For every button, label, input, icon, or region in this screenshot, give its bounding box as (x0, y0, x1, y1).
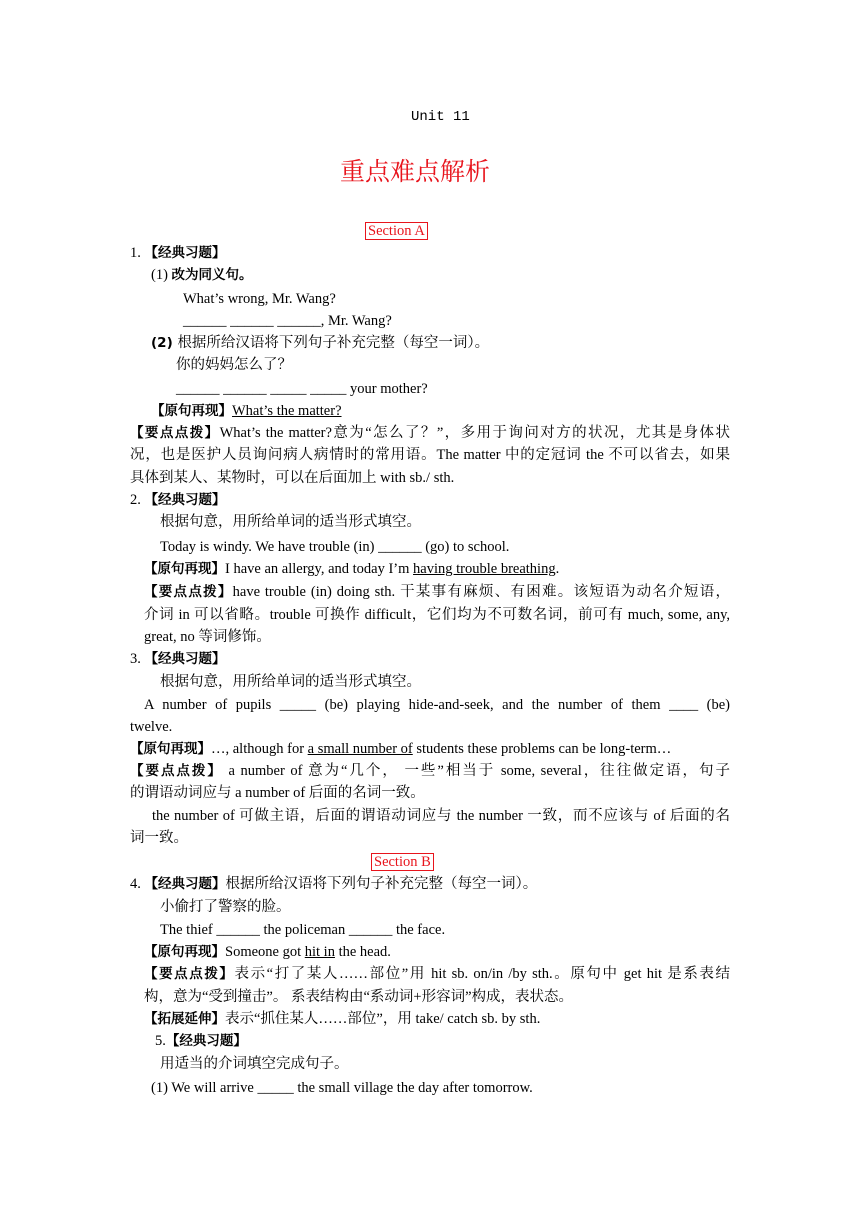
q2-heading (130, 489, 226, 511)
q2-classic-tag: 【经典习题】 (144, 492, 226, 508)
q3-heading (130, 648, 226, 670)
q3-original-pre: …, although for (211, 741, 308, 757)
q1-key-line-1 (130, 422, 730, 444)
q2-original-pre: I have an allergy, and today I’m (225, 561, 414, 577)
q4-key-tag: 【要点点拨】 (144, 966, 235, 982)
q1-sub2-title: 根据所给汉语将下列句子补充完整（每空一词）。 (177, 335, 490, 351)
q4-chinese: 小偷打了警察的脸。 (160, 899, 291, 915)
q5-item-1: (1) We will arrive _____ the small village the day after tomorrow. (151, 1080, 533, 1096)
unit-heading: Unit 11 (411, 109, 470, 125)
q1-sub1-sentence: What’s wrong, Mr. Wang? (183, 291, 336, 307)
q2-key-tag: 【要点点拨】 (144, 584, 233, 600)
q2-key-text-1: have trouble (in) doing sth. 干某事有麻烦、有困难。该短语为动名介短语， (232, 584, 731, 600)
q3-sentence-line-1: A number of pupils _____ (be) playing hide-and-seek, and the number of them ____ (be) (144, 697, 730, 713)
q4-extension-tag: 【拓展延伸】 (144, 1011, 225, 1027)
q4-original-pre: Someone got (225, 944, 305, 960)
q1-sub2-label: (2) (151, 335, 178, 351)
q4-heading (130, 873, 537, 895)
q2-sentence: Today is windy. We have trouble (in) ______ (go) to school. (160, 539, 510, 555)
q4-original-post: the head. (334, 944, 391, 960)
q2-key-line-2: 介词 in 可以省略。trouble 可换作 difficult，它们均为不可数名词，前可有 much, some, any, (144, 607, 730, 623)
q5-classic-tag: 【经典习题】 (165, 1033, 247, 1049)
q2-original-underlined: having trouble breathing (413, 561, 556, 577)
q4-extension-text: 表示“抓住某人……部位”，用 take/ catch sb. by sth. (225, 1011, 541, 1027)
q1-key-line-3: 具体到某人、某物时，可以在后面加上 with sb./ sth. (130, 470, 455, 486)
q2-original-post: . (555, 561, 560, 577)
q3-key-line-3: the number of 可做主语，后面的谓语动词应与 the number 一致，而不应该与 of 后面的名 (152, 808, 730, 824)
q3-instruction: 根据句意，用所给单词的适当形式填空。 (160, 674, 421, 690)
q3-key-text-1: a number of 意为“几个， 一些”相当于 some, several，往往做定语，句子 (222, 763, 731, 779)
q5-number: 5. (155, 1033, 166, 1049)
q1-original (151, 400, 342, 422)
q1-sub1-heading (151, 264, 253, 286)
q4-original-underlined: hit in (304, 944, 335, 960)
q2-key-line-3: great, no 等词修饰。 (144, 629, 271, 645)
q1-key-line-2: 况，也是医护人员询问病人病情时的常用语。The matter 中的定冠词 the 不可以省去，如果 (130, 447, 730, 463)
q4-sentence: The thief ______ the policeman ______ the face. (160, 922, 446, 938)
q2-number: 2. (130, 492, 145, 508)
q1-heading (130, 242, 226, 264)
q1-sub2-heading (151, 332, 489, 354)
q4-key-line-2: 构，意为“受到撞击”。 系表结构由“系动词+形容词”构成，表状态。 (144, 989, 574, 1005)
q4-original (144, 941, 391, 963)
q1-sub2-blanks: ______ ______ _____ _____ your mother? (176, 381, 428, 397)
section-b-label: Section B (371, 853, 434, 871)
q3-key-line-4: 词一致。 (130, 830, 188, 846)
q1-original-text: What’s the matter? (232, 403, 342, 419)
q3-sentence-line-2: twelve. (130, 719, 173, 735)
q3-classic-tag: 【经典习题】 (144, 651, 226, 667)
q4-extension (144, 1008, 540, 1030)
q1-sub1-blanks: ______ ______ ______, Mr. Wang? (183, 313, 392, 329)
q1-key-text-1: What’s the matter?意为“怎么了？”，多用于询问对方的状况，尤其是身体状 (219, 425, 730, 441)
q3-original (130, 738, 671, 760)
q4-number: 4. (130, 876, 145, 892)
q3-key-line-2: 的谓语动词应与 a number of 后面的名词一致。 (130, 785, 425, 801)
q4-original-tag: 【原句再现】 (144, 944, 225, 960)
q2-original-tag: 【原句再现】 (144, 561, 225, 577)
q5-heading (155, 1030, 247, 1052)
q1-original-tag: 【原句再现】 (151, 403, 232, 419)
section-a-label: Section A (365, 222, 428, 240)
q4-key-line-1 (144, 963, 730, 985)
q3-number: 3. (130, 651, 145, 667)
q3-original-underlined: a small number of (307, 741, 413, 757)
q1-sub1-title: 改为同义句。 (171, 267, 253, 283)
q2-original (144, 558, 559, 580)
q5-instruction: 用适当的介词填空完成句子。 (160, 1056, 349, 1072)
q3-original-tag: 【原句再现】 (130, 741, 211, 757)
q2-key-line-1 (144, 581, 730, 603)
q1-classic-tag: 【经典习题】 (144, 245, 226, 261)
q3-original-post: students these problems can be long-term… (412, 741, 672, 757)
q4-key-text-1: 表示“打了某人……部位”用 hit sb. on/in /by sth.。原句中 get hit 是系表结 (234, 966, 730, 982)
q3-key-tag: 【要点点拨】 (130, 763, 223, 779)
q1-number: 1. (130, 245, 145, 261)
page-title: 重点难点解析 (340, 157, 491, 186)
q4-classic-tag: 【经典习题】 (144, 876, 226, 892)
q4-instruction: 根据所给汉语将下列句子补充完整（每空一词）。 (225, 876, 538, 892)
q1-sub2-chinese: 你的妈妈怎么了？ (176, 357, 292, 373)
q1-sub1-label: (1) (151, 267, 172, 283)
q1-key-tag: 【要点点拨】 (130, 425, 220, 441)
q2-instruction: 根据句意，用所给单词的适当形式填空。 (160, 514, 421, 530)
q3-key-line-1 (130, 760, 730, 782)
